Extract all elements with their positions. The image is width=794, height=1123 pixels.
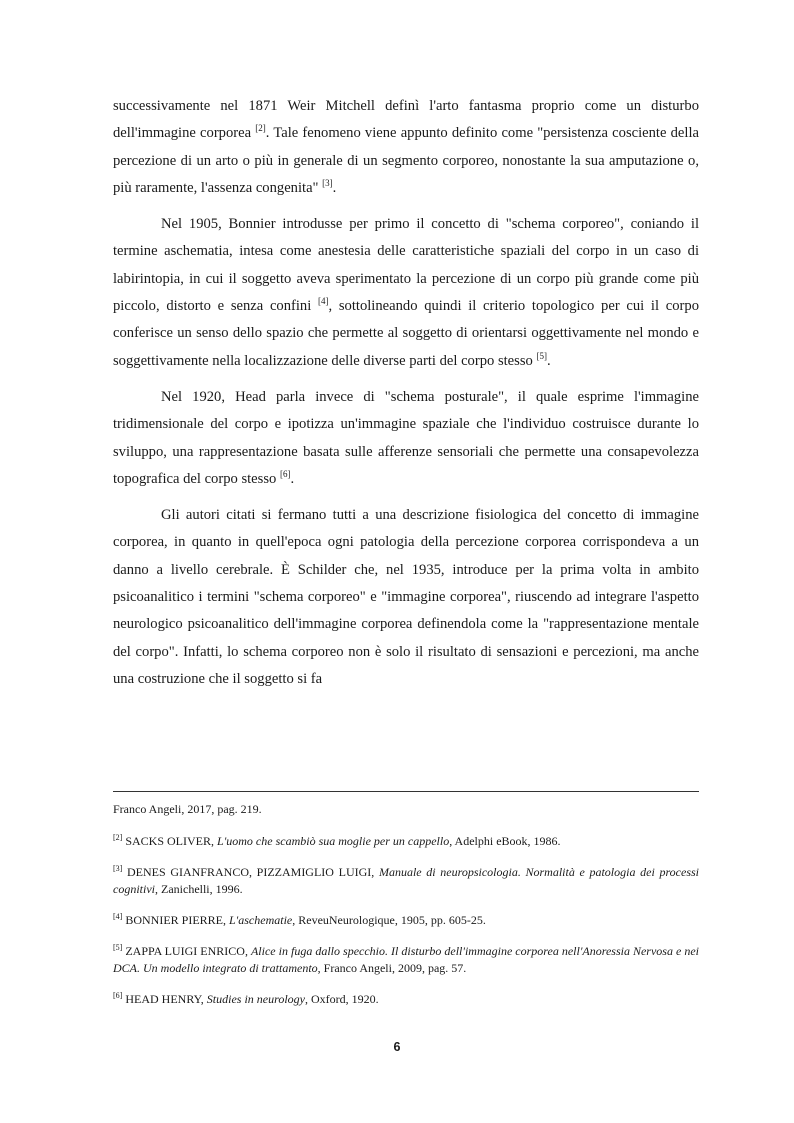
paragraph-text: , sottolineando quindi il criterio topologico per cui il corpo conferisce un senso dello spazio che permette al soggetto di orientarsi oggettivamente nel mondo e soggettivamente nella localizzazione delle diverse parti del corpo stesso xyxy=(113,298,699,369)
paragraph-4 xyxy=(113,502,699,693)
footnote-author: ZAPPA LUIGI ENRICO, xyxy=(122,944,251,958)
footnote-number: [4] xyxy=(113,912,123,921)
footnote-title: Studies in neurology xyxy=(206,992,305,1006)
paragraph-text: Nel 1905, Bonnier introdusse per primo il concetto di "schema corporeo", coniando il termine aschematia, intesa come anestesia delle caratteristiche spaziali del corpo in un caso di labirintopia, in cui il soggetto aveva sperimentato la percezione di un corpo più grande come più piccolo, distorto e senza confini xyxy=(113,216,699,315)
footnote-2 xyxy=(113,833,699,850)
paragraph-text: . Tale fenomeno viene appunto definito come "persistenza cosciente della percezione di un arto o più in generale di un segmento corporeo, nonostante la sua amputazione o, più raramente, l'assenza congenita" xyxy=(113,125,699,196)
paragraph-text: . xyxy=(546,352,551,369)
footnote-author: HEAD HENRY, xyxy=(122,992,207,1006)
footnote-author: SACKS OLIVER, xyxy=(122,834,218,848)
footnote-ref: [5] xyxy=(536,350,547,361)
footnote-author: DENES GIANFRANCO, PIZZAMIGLIO LUIGI, xyxy=(122,865,379,879)
footnote-details: , Zanichelli, 1996. xyxy=(155,882,243,896)
paragraph-text: Nel 1920, Head parla invece di "schema posturale", il quale esprime l'immagine tridimensionale del corpo e ipotizza un'immagine spaziale che l'individuo costruisce durante lo sviluppo, una rappresentazione basata sulle afferenze sensoriali che permette una consapevolezza topografica del corpo stesso xyxy=(113,388,699,487)
footnote-ref: [4] xyxy=(318,296,329,307)
paragraph-2 xyxy=(113,211,699,375)
footnote-6 xyxy=(113,991,699,1008)
footnote-separator xyxy=(113,791,699,792)
footnote-details: , Franco Angeli, 2009, pag. 57. xyxy=(317,961,467,975)
footnote-3 xyxy=(113,864,699,898)
footnote-ref: [3] xyxy=(322,178,333,189)
footnote-number: [3] xyxy=(113,864,123,873)
paragraph-text: . xyxy=(290,470,295,487)
footnote-author: BONNIER PIERRE, xyxy=(122,913,229,927)
footnote-ref: [6] xyxy=(279,469,291,479)
footnote-number: [6] xyxy=(113,991,123,1000)
footnote-details: , Oxford, 1920. xyxy=(305,992,379,1006)
footnote-continuation: Franco Angeli, 2017, pag. 219. xyxy=(113,802,262,816)
paragraph-text: Gli autori citati si fermano tutti a una descrizione fisiologica del concetto di immagine corporea, in quanto in quell'epoca ogni patologia della percezione corporea corrispondeva a un danno a livello cerebrale. È Schilder che, nel 1935, introduce per la prima volta in ambito psicoanalitico i termini "schema corporeo" e "immagine corporea", riuscendo ad integrare l'aspetto neurologico psicoanalitico dell'immagine corporea definendola come la "rappresentazione mentale del corpo". Infatti, lo schema corporeo non è solo il risultato di sensazioni e percezioni, ma anche una costruzione che il soggetto si fa xyxy=(113,507,699,687)
footnote-ref: [2] xyxy=(255,123,266,134)
footnote-number: [2] xyxy=(113,833,123,842)
paragraph-1 xyxy=(113,93,699,202)
footnote-details: , ReveuNeurologique, 1905, pp. 605-25. xyxy=(292,913,486,927)
page-number: 6 xyxy=(393,1040,401,1054)
footnote-title: L'aschematie xyxy=(229,913,293,927)
footnotes xyxy=(113,801,699,1022)
footnote-4 xyxy=(113,912,699,929)
footnote-title: Manuale di neuropsicologia. Normalità e patologia dei processi cognitivi xyxy=(113,865,699,896)
footnote-number: [5] xyxy=(113,943,123,952)
footnote-title: Alice in fuga dallo specchio. Il disturbo dell'immagine corporea nell'Anoressia Nervosa e nei DCA. Un modello integrato di trattamento xyxy=(113,944,699,975)
footnote-title: L'uomo che scambiò sua moglie per un cappello xyxy=(217,834,450,848)
paragraph-text: successivamente nel 1871 Weir Mitchell definì l'arto fantasma proprio come un disturbo dell'immagine corporea xyxy=(113,98,699,142)
paragraph-text: . xyxy=(332,179,337,196)
paragraph-3 xyxy=(113,384,699,493)
main-text xyxy=(113,93,699,702)
footnote-5 xyxy=(113,943,699,977)
footnote-details: , Adelphi eBook, 1986. xyxy=(449,834,561,848)
